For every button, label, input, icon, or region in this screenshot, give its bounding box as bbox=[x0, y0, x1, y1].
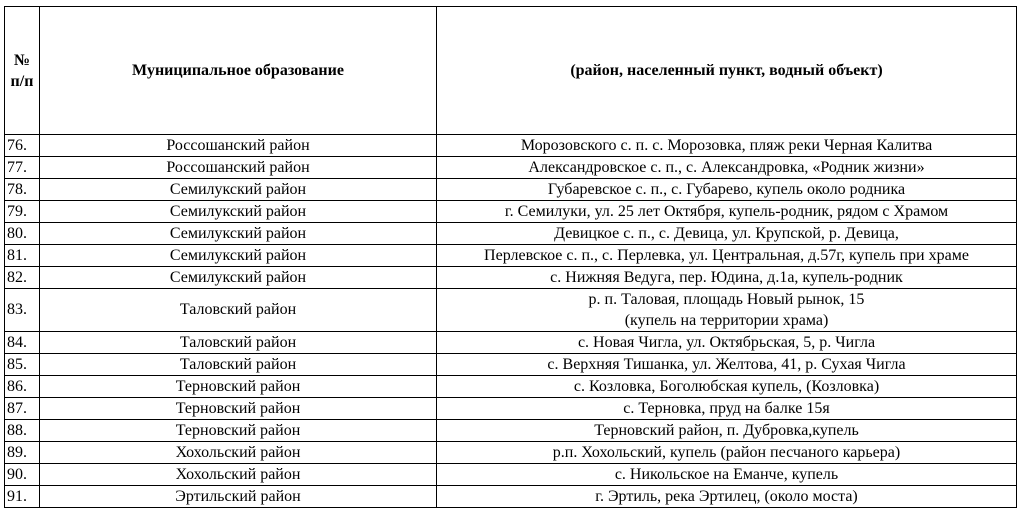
row-municipality: Эртильский район bbox=[40, 486, 437, 508]
table-row bbox=[5, 420, 1017, 442]
row-municipality: Семилукский район bbox=[40, 201, 437, 223]
row-location: Девицкое с. п., с. Девица, ул. Крупской, р. Девица, bbox=[437, 223, 1017, 245]
row-number: 81. bbox=[5, 245, 40, 267]
row-municipality: Хохольский район bbox=[40, 464, 437, 486]
header-municipality: Муниципальное образование bbox=[40, 7, 437, 135]
row-municipality: Россошанский район bbox=[40, 157, 437, 179]
header-number-line2: п/п bbox=[10, 72, 34, 90]
row-number: 87. bbox=[5, 398, 40, 420]
row-municipality: Таловский район bbox=[40, 289, 437, 332]
row-municipality: Россошанский район bbox=[40, 135, 437, 157]
row-number: 82. bbox=[5, 267, 40, 289]
row-location: г. Семилуки, ул. 25 лет Октября, купель-родник, рядом с Храмом bbox=[437, 201, 1017, 223]
row-number: 85. bbox=[5, 354, 40, 376]
header-number bbox=[5, 7, 40, 135]
table-header-row bbox=[5, 7, 1017, 135]
row-number: 78. bbox=[5, 179, 40, 201]
table-row bbox=[5, 486, 1017, 508]
row-number: 88. bbox=[5, 420, 40, 442]
table-row bbox=[5, 201, 1017, 223]
row-location: с. Козловка, Боголюбская купель, (Козловка) bbox=[437, 376, 1017, 398]
row-municipality: Семилукский район bbox=[40, 179, 437, 201]
row-location-line2: (купель на территории храма) bbox=[624, 312, 829, 329]
row-location: Губаревское с. п., с. Губарево, купель около родника bbox=[437, 179, 1017, 201]
row-municipality: Хохольский район bbox=[40, 442, 437, 464]
header-location: (район, населенный пункт, водный объект) bbox=[437, 7, 1017, 135]
row-number: 90. bbox=[5, 464, 40, 486]
row-number: 84. bbox=[5, 332, 40, 354]
table-row bbox=[5, 354, 1017, 376]
row-number: 83. bbox=[5, 289, 40, 332]
row-location: с. Новая Чигла, ул. Октябрьская, 5, р. Чигла bbox=[437, 332, 1017, 354]
table-row bbox=[5, 179, 1017, 201]
row-location bbox=[437, 289, 1017, 332]
table-row bbox=[5, 464, 1017, 486]
header-number-line1: № bbox=[13, 51, 31, 69]
row-location-line1: р. п. Таловая, площадь Новый рынок, 15 bbox=[588, 291, 865, 308]
row-location: Александровское с. п., с. Александровка, «Родник жизни» bbox=[437, 157, 1017, 179]
row-location: р.п. Хохольский, купель (район песчаного карьера) bbox=[437, 442, 1017, 464]
row-municipality: Семилукский район bbox=[40, 245, 437, 267]
water-locations-table bbox=[4, 6, 1017, 508]
row-municipality: Семилукский район bbox=[40, 267, 437, 289]
row-number: 77. bbox=[5, 157, 40, 179]
row-number: 76. bbox=[5, 135, 40, 157]
table-row bbox=[5, 223, 1017, 245]
row-number: 91. bbox=[5, 486, 40, 508]
row-number: 89. bbox=[5, 442, 40, 464]
row-number: 86. bbox=[5, 376, 40, 398]
row-municipality: Таловский район bbox=[40, 332, 437, 354]
row-location: с. Терновка, пруд на балке 15я bbox=[437, 398, 1017, 420]
row-municipality: Таловский район bbox=[40, 354, 437, 376]
table-row bbox=[5, 289, 1017, 332]
table-row bbox=[5, 442, 1017, 464]
row-municipality: Семилукский район bbox=[40, 223, 437, 245]
row-location: с. Никольское на Еманче, купель bbox=[437, 464, 1017, 486]
row-municipality: Терновский район bbox=[40, 376, 437, 398]
row-municipality: Терновский район bbox=[40, 398, 437, 420]
row-location: с. Нижняя Ведуга, пер. Юдина, д.1а, купель-родник bbox=[437, 267, 1017, 289]
table-row bbox=[5, 157, 1017, 179]
table-row bbox=[5, 332, 1017, 354]
row-location: Терновский район, п. Дубровка,купель bbox=[437, 420, 1017, 442]
row-number: 80. bbox=[5, 223, 40, 245]
table-row bbox=[5, 398, 1017, 420]
table-row bbox=[5, 135, 1017, 157]
row-location: Морозовского с. п. с. Морозовка, пляж реки Черная Калитва bbox=[437, 135, 1017, 157]
row-location: Перлевское с. п., с. Перлевка, ул. Центральная, д.57г, купель при храме bbox=[437, 245, 1017, 267]
table-row bbox=[5, 376, 1017, 398]
row-municipality: Терновский район bbox=[40, 420, 437, 442]
row-number: 79. bbox=[5, 201, 40, 223]
table-row bbox=[5, 245, 1017, 267]
row-location: с. Верхняя Тишанка, ул. Желтова, 41, р. Сухая Чигла bbox=[437, 354, 1017, 376]
row-location: г. Эртиль, река Эртилец, (около моста) bbox=[437, 486, 1017, 508]
table-row bbox=[5, 267, 1017, 289]
